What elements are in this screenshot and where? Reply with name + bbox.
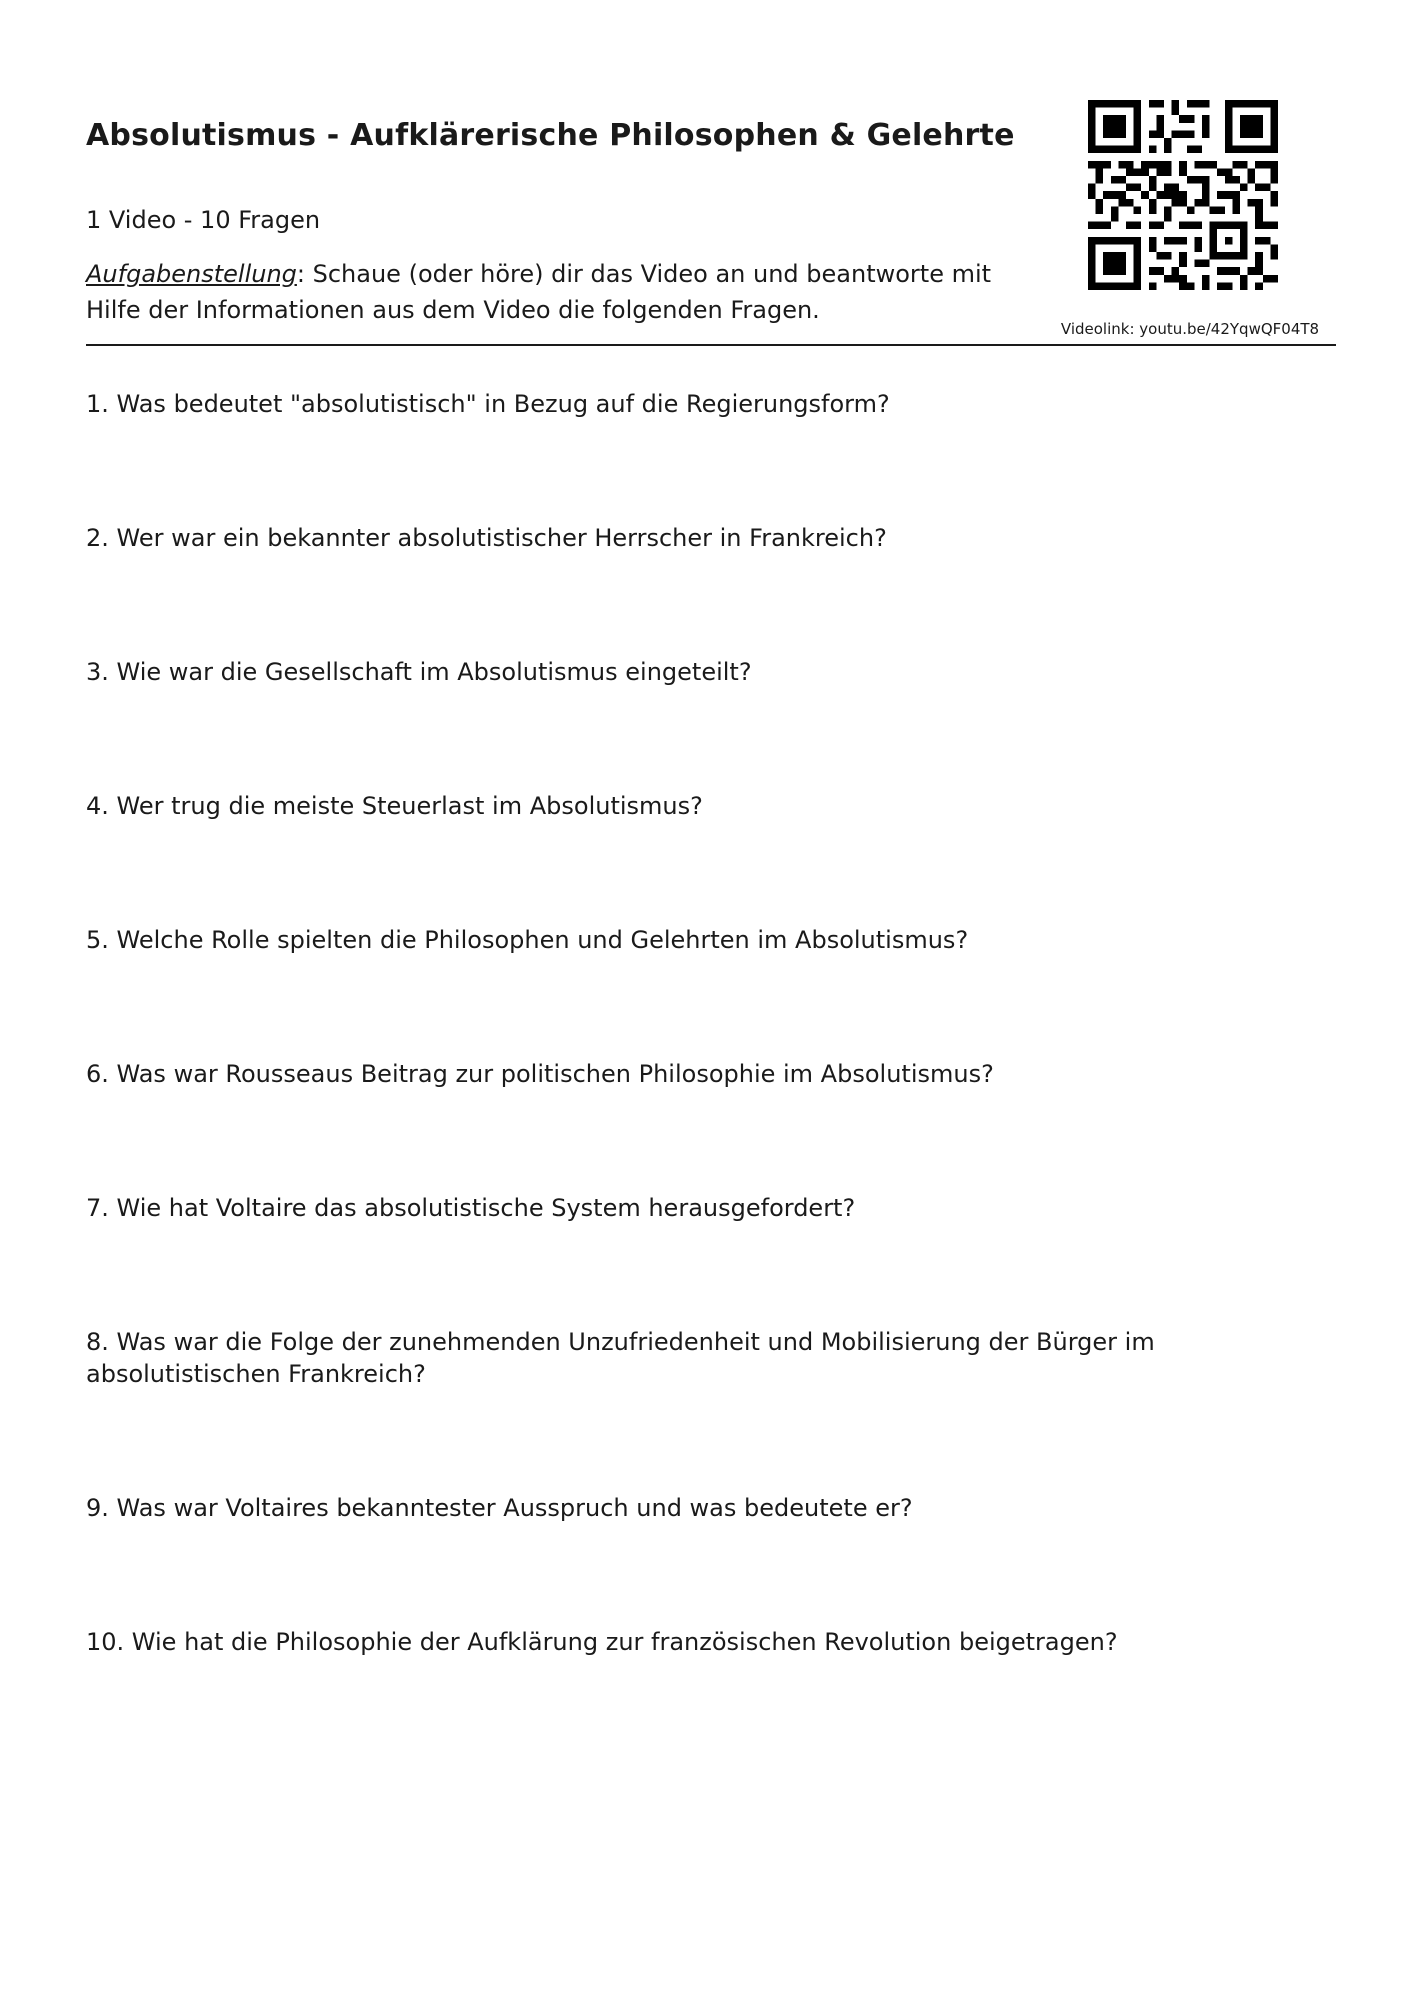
question-7: 7. Wie hat Voltaire das absolutistische System herausgefordert? xyxy=(86,1194,856,1222)
question-8: 8. Was war die Folge der zunehmenden Unzufriedenheit und Mobilisierung der Bürger im absolutistischen Frankreich? xyxy=(86,1328,1155,1388)
question-list xyxy=(86,388,1226,1658)
question-3: 3. Wie war die Gesellschaft im Absolutismus eingeteilt? xyxy=(86,658,752,686)
task-label: Aufgabenstellung xyxy=(86,260,297,288)
worksheet-subtitle: 1 Video - 10 Fragen xyxy=(86,206,321,234)
task-instructions xyxy=(86,256,1036,328)
question-2: 2. Wer war ein bekannter absolutistischer Herrscher in Frankreich? xyxy=(86,524,887,552)
task-text: : Schaue (oder höre) dir das Video an und beantworte mit Hilfe der Informationen aus dem Video die folgenden Fragen. xyxy=(86,260,992,324)
question-6: 6. Was war Rousseaus Beitrag zur politischen Philosophie im Absolutismus? xyxy=(86,1060,994,1088)
video-link[interactable]: Videolink: youtu.be/42YqwQF04T8 xyxy=(1060,320,1320,338)
question-5: 5. Welche Rolle spielten die Philosophen und Gelehrten im Absolutismus? xyxy=(86,926,969,954)
worksheet-title: Absolutismus - Aufklärerische Philosophen & Gelehrte xyxy=(86,118,1015,153)
question-4: 4. Wer trug die meiste Steuerlast im Absolutismus? xyxy=(86,792,703,820)
question-10: 10. Wie hat die Philosophie der Aufklärung zur französischen Revolution beigetragen? xyxy=(86,1628,1118,1656)
header-divider xyxy=(86,344,1336,346)
qr-code-icon[interactable] xyxy=(1088,100,1278,290)
question-9: 9. Was war Voltaires bekanntester Ausspruch und was bedeutete er? xyxy=(86,1494,913,1522)
question-1: 1. Was bedeutet "absolutistisch" in Bezug auf die Regierungsform? xyxy=(86,390,890,418)
